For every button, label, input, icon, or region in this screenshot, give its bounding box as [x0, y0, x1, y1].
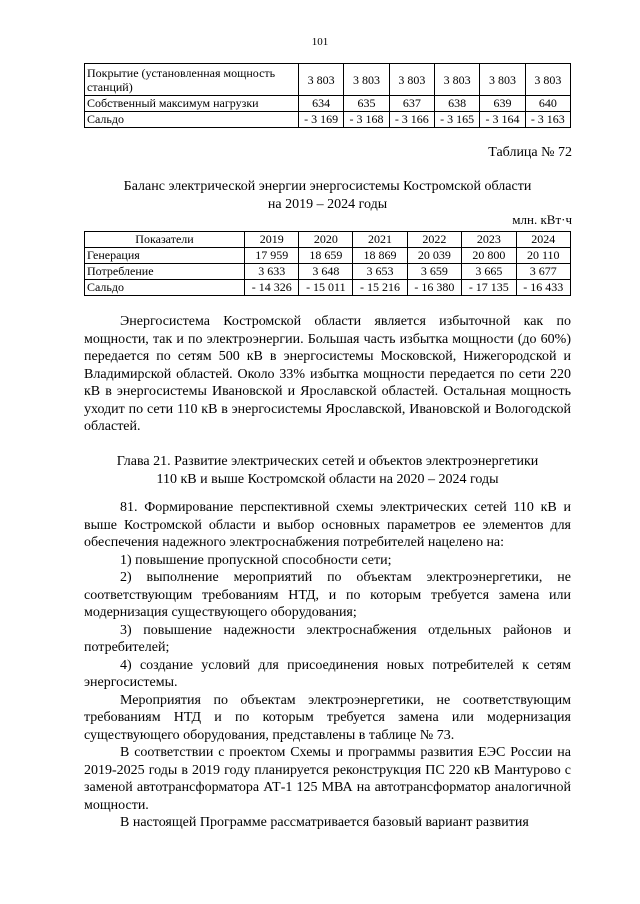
table-cell: 20 110 [516, 248, 570, 264]
table-row [85, 248, 571, 264]
table-cell: 3 648 [299, 264, 353, 280]
table-cell: - 15 011 [299, 280, 353, 296]
table-row [85, 112, 571, 128]
column-header: 2021 [353, 232, 407, 248]
table-cell: 17 959 [245, 248, 299, 264]
table-cell: - 17 135 [462, 280, 516, 296]
table-cell: 3 653 [353, 264, 407, 280]
table-cell: 20 039 [407, 248, 461, 264]
table-title [84, 178, 571, 214]
table-cell: 638 [434, 96, 479, 112]
paragraph: В настоящей Программе рассматривается базовый вариант развития [120, 815, 529, 830]
column-header: 2019 [245, 232, 299, 248]
table-title-line: Баланс электрической энергии энергосистемы Костромской области [123, 179, 532, 194]
table-cell: 3 803 [344, 64, 389, 96]
table-header-row [85, 232, 571, 248]
table-cell: 635 [344, 96, 389, 112]
list-item: 2) выполнение мероприятий по объектам электроэнергетики, не соответствующим требованиям НТД, и по которым требуется замена или модернизация существующего оборудования; [84, 570, 571, 620]
table-cell: 3 803 [389, 64, 434, 96]
table-title-line: на 2019 – 2024 годы [267, 197, 388, 212]
chapter-title-line: Глава 21. Развитие электрических сетей и объектов электроэнергетики [116, 454, 539, 469]
list-item: 1) повышение пропускной способности сети; [120, 552, 392, 568]
column-header: 2024 [516, 232, 570, 248]
table-cell: 18 659 [299, 248, 353, 264]
table-cell: - 3 165 [434, 112, 479, 128]
energy-balance-table [84, 231, 571, 296]
chapter-title-line: 110 кВ и выше Костромской области на 2020 – 2024 годы [156, 471, 499, 487]
table-cell: 640 [525, 96, 570, 112]
table-cell: 3 659 [407, 264, 461, 280]
table-cell: - 15 216 [353, 280, 407, 296]
table-cell: 3 665 [462, 264, 516, 280]
table-cell: 637 [389, 96, 434, 112]
column-header: 2023 [462, 232, 516, 248]
table-cell: 639 [480, 96, 525, 112]
paragraph: В соответствии с проектом Схемы и программы развития ЕЭС России на 2019‑2025 годы в 2019 году планируется реконструкция ПС 220 кВ Мантурово с заменой автотрансформатора АТ‑1 125 МВА на автотрансформатор аналогичной мощности. [84, 745, 571, 813]
table-row [85, 280, 571, 296]
row-label: Потребление [85, 264, 245, 280]
table-cell: 3 677 [516, 264, 570, 280]
row-label: Покрытие (установленная мощность станций) [85, 64, 299, 96]
body-text-block [84, 499, 571, 832]
table-row [85, 64, 571, 96]
table-cell: 3 803 [480, 64, 525, 96]
table-row [85, 96, 571, 112]
chapter-title [84, 453, 571, 488]
table-cell: - 3 166 [389, 112, 434, 128]
table-cell: - 3 163 [525, 112, 570, 128]
table-cell: 18 869 [353, 248, 407, 264]
table-row [85, 264, 571, 280]
table-cell: 3 803 [299, 64, 344, 96]
column-header: 2022 [407, 232, 461, 248]
table-caption: Таблица № 72 [488, 145, 572, 160]
paragraph: Энергосистема Костромской области является избыточной как по мощности, так и по электроэнергии. Большая часть избытка мощности (до 60%) передается по сетям 500 кВ в энергосистемы Московской, Нижегородской и Владимирской областей. Около 33% избытка мощности передается по сети 220 кВ в энергосистемы Ивановской и Ярославской областей. Остальная мощность уходит по сети 110 кВ в энергосистемы Ярославской, Ивановской и Вологодской областей. [84, 314, 571, 434]
list-item: 4) создание условий для присоединения новых потребителей к сетям энергосистемы. [84, 657, 571, 690]
table-cell: - 16 380 [407, 280, 461, 296]
capacity-balance-table [84, 63, 571, 128]
row-label: Собственный максимум нагрузки [85, 96, 299, 112]
column-header: Показатели [85, 232, 245, 248]
row-label: Сальдо [85, 280, 245, 296]
table-cell: - 3 169 [299, 112, 344, 128]
table-cell: 3 803 [434, 64, 479, 96]
table-cell: 3 803 [525, 64, 570, 96]
paragraph: Мероприятия по объектам электроэнергетики, не соответствующим требованиям НТД и по которым требуется замена или модернизация существующего оборудования, представлены в таблице № 73. [84, 692, 571, 743]
table-cell: 634 [299, 96, 344, 112]
page-number: 101 [311, 36, 329, 48]
table-cell: - 14 326 [245, 280, 299, 296]
table-cell: - 16 433 [516, 280, 570, 296]
table-cell: 3 633 [245, 264, 299, 280]
body-text-block [84, 313, 571, 436]
table-cell: - 3 164 [480, 112, 525, 128]
table-cell: 20 800 [462, 248, 516, 264]
list-item: 3) повышение надежности электроснабжения отдельных районов и потребителей; [84, 622, 571, 655]
paragraph: 81. Формирование перспективной схемы электрических сетей 110 кВ и выше Костромской области и выбор основных параметров ее элементов для обеспечения надежного электроснабжения потребителей нацелено на: [84, 500, 571, 550]
table-units: млн. кВт·ч [512, 212, 572, 227]
row-label: Сальдо [85, 112, 299, 128]
table-cell: - 3 168 [344, 112, 389, 128]
row-label: Генерация [85, 248, 245, 264]
column-header: 2020 [299, 232, 353, 248]
